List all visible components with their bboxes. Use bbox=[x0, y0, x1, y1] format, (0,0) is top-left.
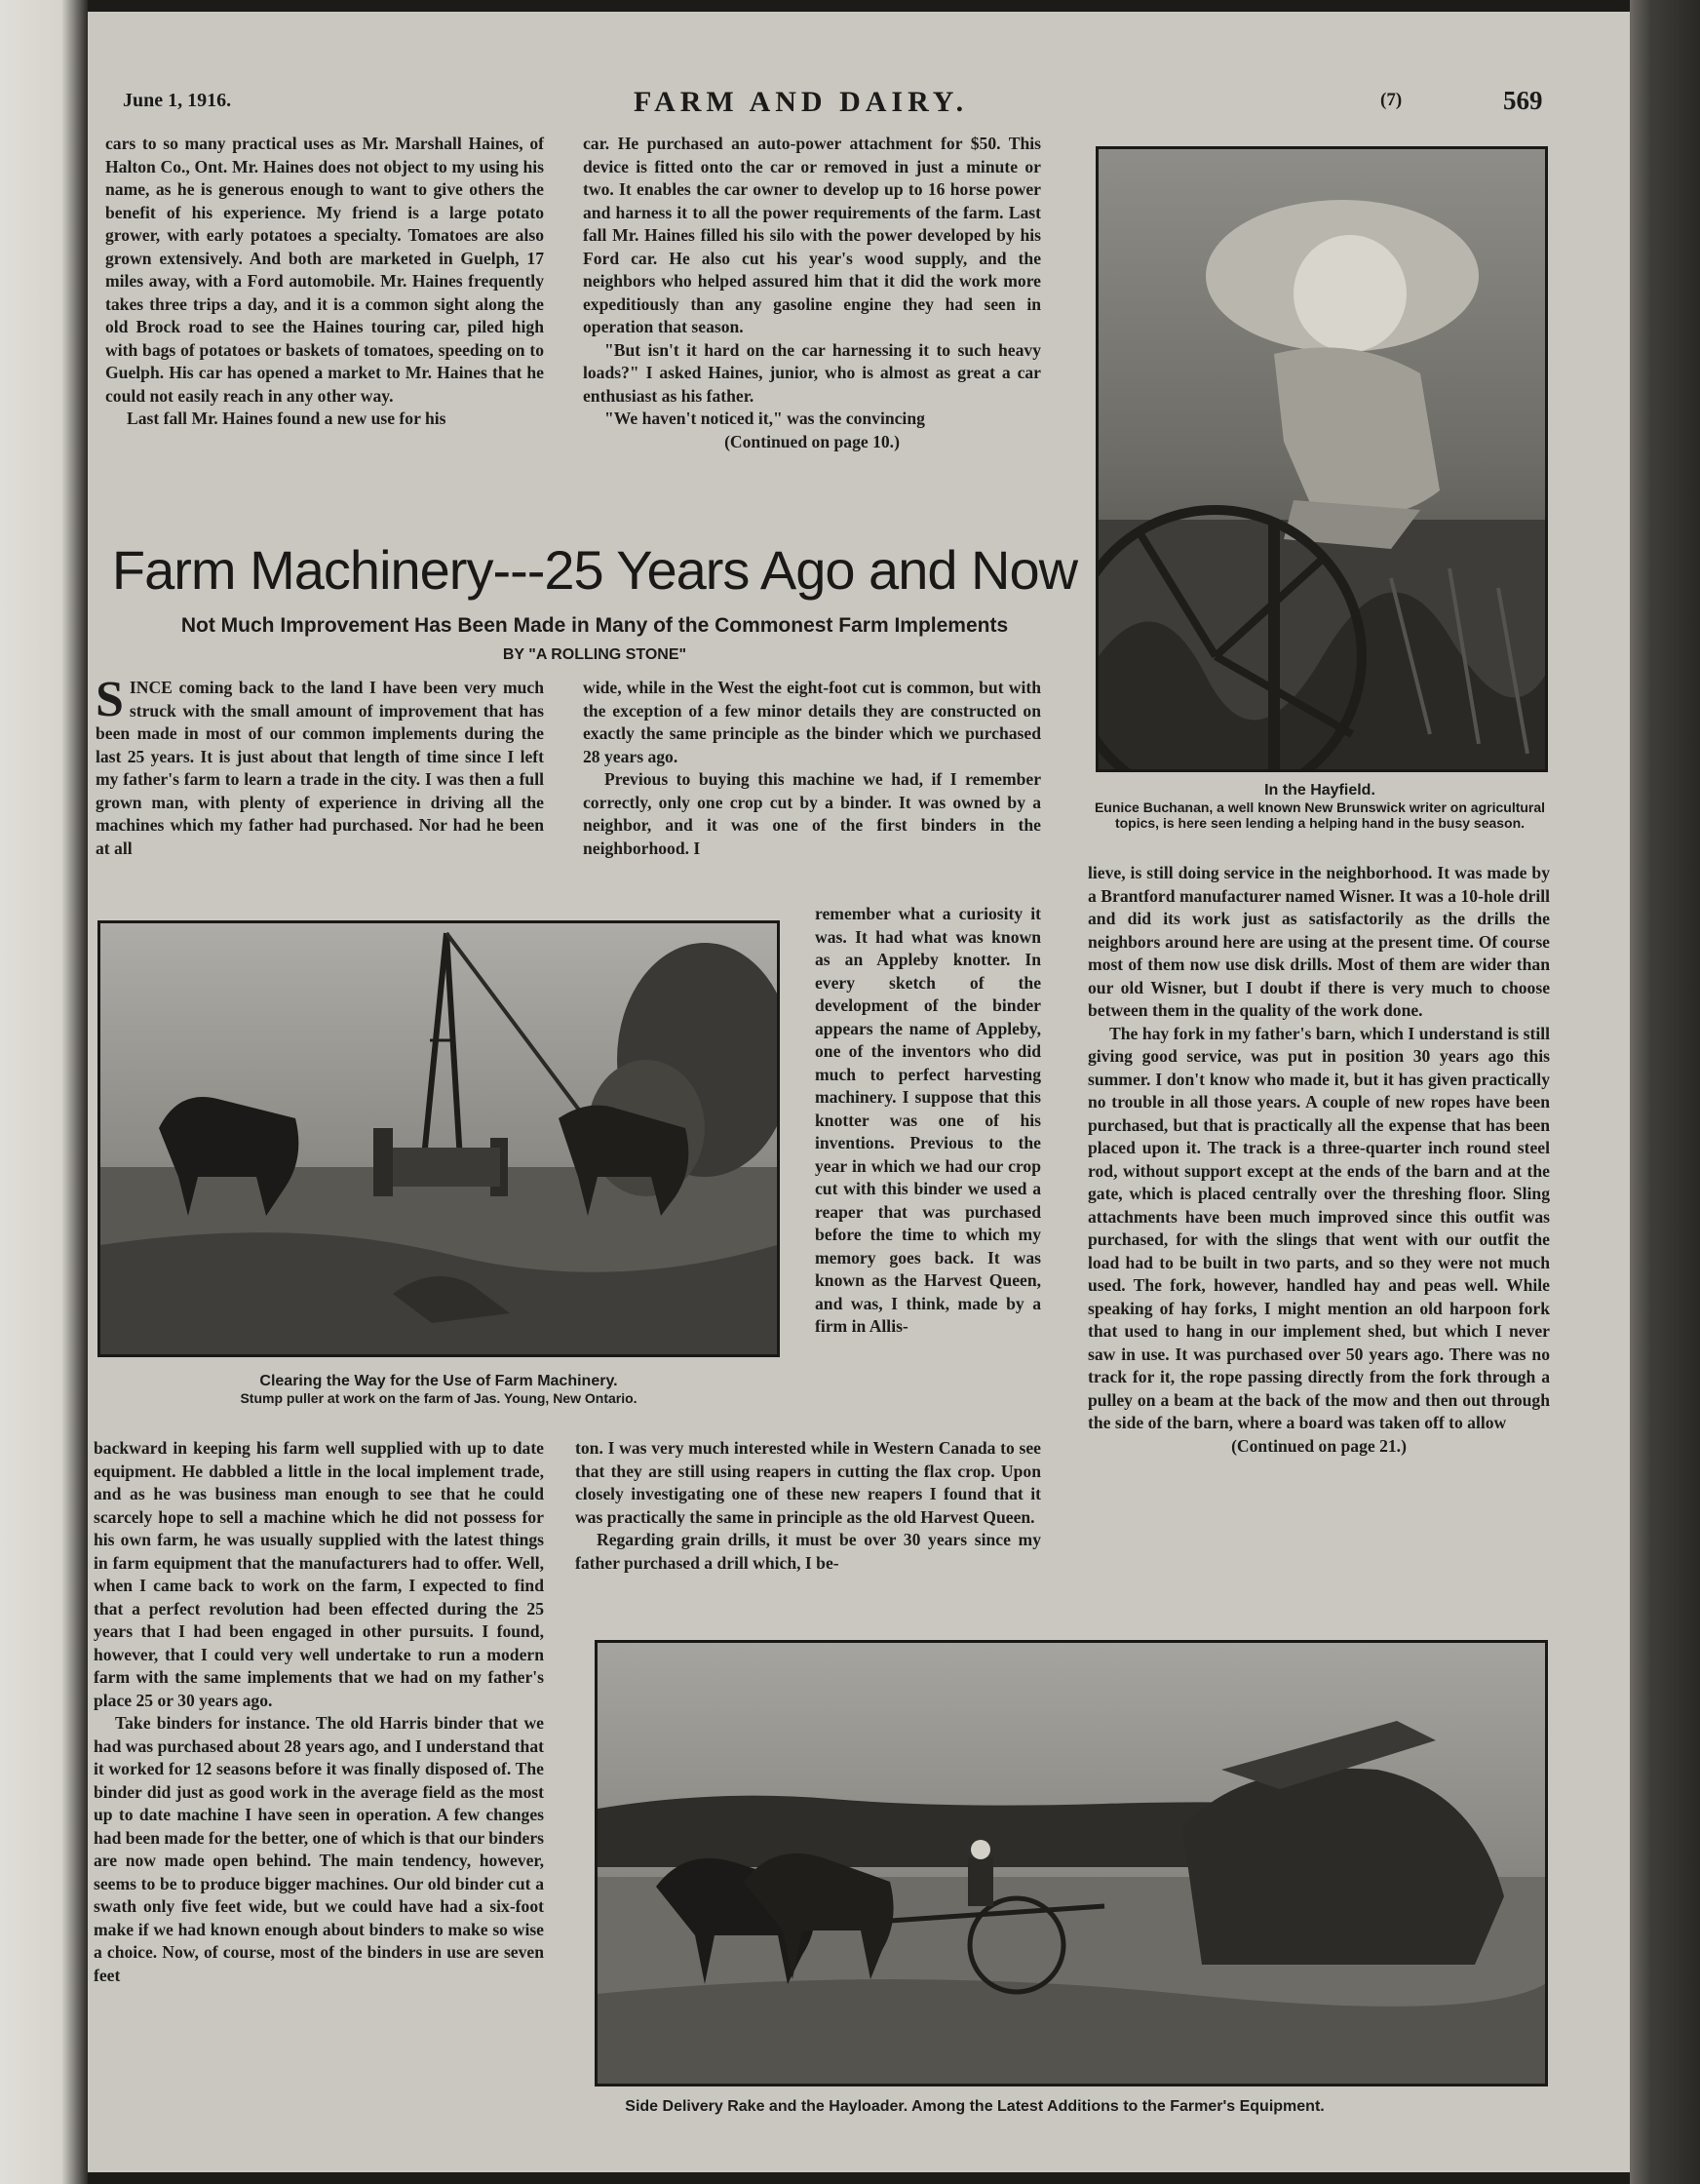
hayloader-caption bbox=[400, 2098, 1550, 2116]
hayfield-caption-text: Eunice Buchanan, a well known New Brunswick writer on agricultural topics, is here seen lending a helping hand in the busy season. bbox=[1094, 800, 1546, 831]
paragraph bbox=[96, 672, 544, 860]
stump-puller-caption-text: Stump puller at work on the farm of Jas. Young, New Ontario. bbox=[240, 1390, 638, 1406]
hayloader-photo bbox=[595, 1640, 1548, 2086]
paragraph: cars to so many practical uses as Mr. Marshall Haines, of Halton Co., Ont. Mr. Haines does not object to my using his name, as he is generous enough to want to give others the benefit of his experience. My friend is a large potato grower, with early potatoes a specialty. Tomatoes are also grown extensively. And both are marketed in Guelph, 17 miles away, with a Ford automobile. Mr. Haines frequently takes three trips a day, and it is a common sight along the old Brock road to see the Haines touring car, piled high with bags of potatoes or baskets of tomatoes, speeding on to Guelph. His car has opened a market to Mr. Haines that he could not easily reach in any other way. bbox=[105, 134, 544, 406]
stump-puller-photo bbox=[97, 920, 780, 1357]
header-title: FARM AND DAIRY. bbox=[634, 86, 969, 118]
hayfield-caption-title: In the Hayfield. bbox=[1264, 782, 1375, 799]
article-subheadline: Not Much Improvement Has Been Made in Many of the Commonest Farm Implements bbox=[180, 614, 1009, 637]
continued-notice: (Continued on page 21.) bbox=[1231, 1435, 1407, 1456]
header-issue-mark: (7) bbox=[1380, 90, 1403, 110]
paragraph: lieve, is still doing service in the neighborhood. It was made by a Brantford manufacturer named Wisner. It was a 10-hole drill and did its work just as satisfactorily as the drills the neighbors around here are using at the present time. Of course most of them now use disk drills. Most of them are wider than our old Wisner, but I doubt if there is very much to choose between them in the quality of the work done. bbox=[1088, 863, 1550, 1020]
paragraph: "We haven't noticed it," was the convincing bbox=[604, 409, 925, 428]
paragraph: ton. I was very much interested while in Western Canada to see that they are still using reapers in cutting the flax crop. Upon closely investigating one of these new reapers I found that it was practically the same in principle as the old Harvest Queen. bbox=[575, 1438, 1041, 1527]
paragraph: Last fall Mr. Haines found a new use for his bbox=[127, 409, 446, 428]
article-column-3 bbox=[1088, 862, 1550, 1458]
article-column-2-bottom bbox=[575, 1437, 1041, 1575]
article-byline: BY "A ROLLING STONE" bbox=[502, 646, 687, 663]
stump-puller-caption-title: Clearing the Way for the Use of Farm Machinery. bbox=[259, 1373, 618, 1389]
adjacent-page-edge bbox=[0, 0, 88, 2184]
paragraph: The hay fork in my father's barn, which I understand is still giving good service, was put in position 30 years ago this summer. I don't know who made it, but it has given practically no trouble in all those years. A couple of new ropes have been purchased, but that is practically all the expense that has been placed upon it. The track is a three-quarter inch round steel rod, without support except at the ends of the barn and at the gate, which is placed centrally over the threshing floor. Sling attachments have been much improved since this outfit was purchased, for with the slings that went with our outfit the load had to be built in two parts, and so they were not much used. The fork, however, handled hay and peas well. While speaking of hay forks, I might mention an old harpoon fork that used to hang in our implement shed, but which I never saw in use. It was purchased over 50 years ago. There was no track for it, the rope passing directly from the fork through a pulley on a beam at the back of the mow and then out through the side of the barn, where a board was taken off to allow bbox=[1088, 1023, 1550, 1432]
article-column-1-bottom bbox=[94, 1437, 544, 1987]
article-headline: Farm Machinery---25 Years Ago and Now bbox=[111, 539, 1078, 601]
book-spine-edge bbox=[1630, 0, 1700, 2184]
article-column-1-top bbox=[96, 672, 544, 860]
paragraph: Regarding grain drills, it must be over 30 years since my father purchased a drill which, I be- bbox=[575, 1530, 1041, 1573]
article-narrow-column bbox=[815, 903, 1041, 1339]
paragraph: "But isn't it hard on the car harnessing it to such heavy loads?" I asked Haines, junior, who is almost as great a car enthusiast as his father. bbox=[583, 339, 1041, 406]
paragraph-text: INCE coming back to the land I have been very much struck with the small amount of improvement that has been made in most of our common implements during the last 25 years. It is just about that length of time since I left my father's farm to learn a trade in the city. I was then a full grown man, with plenty of experience in driving all the machines which my father had purchased. Nor had he been at all bbox=[96, 678, 544, 858]
stump-puller-photo-image bbox=[100, 923, 777, 1354]
continued-notice: (Continued on page 10.) bbox=[724, 431, 900, 451]
top-column-2 bbox=[583, 133, 1041, 453]
paragraph: car. He purchased an auto-power attachment for $50. This device is fitted onto the car or removed in just a minute or two. It enables the car owner to develop up to 16 horse power and harness it to all the power requirements of the farm. Last fall Mr. Haines filled his silo with the power developed by his Ford car. He also cut his year's wood supply, and the neighbors who helped assured him that it did the work more expeditiously than any gasoline engine they had seen in operation that season. bbox=[583, 134, 1041, 336]
paragraph: remember what a curiosity it was. It had what was known as an Appleby knotter. In every sketch of the development of the binder appears the name of Appleby, one of the inventors who did much to perfect harvesting machinery. I suppose that this knotter was one of his inventions. Previous to the year in which we had our crop cut with this binder we used a reaper that was purchased before the time to which my memory goes back. It was known as the Harvest Queen, and was, I think, made by a firm in Allis- bbox=[815, 904, 1041, 1336]
paragraph: wide, while in the West the eight-foot cut is common, but with the exception of a few minor details they are constructed on exactly the same principle as the binder which we purchased 28 years ago. bbox=[583, 678, 1041, 766]
hayfield-photo bbox=[1096, 146, 1548, 772]
hayloader-photo-image bbox=[598, 1643, 1545, 2084]
top-column-1 bbox=[105, 133, 544, 431]
paragraph: backward in keeping his farm well supplied with up to date equipment. He dabbled a little in the local implement trade, and as he was business man enough to see that he could scarcely hope to sell a machine which he did not possess for his own farm, he was usually supplied with the latest things in farm equipment that the manufacturers had to offer. Well, when I came back to work on the farm, I expected to find that a perfect revolution had been effected during the 25 years that I had been engaged in other pursuits. I found, however, that I could very well undertake to run a modern farm with the same implements that we had on my father's place 25 or 30 years ago. bbox=[94, 1438, 544, 1710]
drop-cap: S bbox=[96, 672, 124, 727]
header-date: June 1, 1916. bbox=[123, 90, 232, 111]
header-page-number: 569 bbox=[1503, 86, 1543, 115]
article-column-2-top bbox=[583, 677, 1041, 860]
hayfield-caption bbox=[1082, 782, 1558, 831]
hayfield-photo-image bbox=[1099, 149, 1545, 769]
paragraph: Previous to buying this machine we had, if I remember correctly, only one crop cut by a binder. It was owned by a neighbor, and it was one of the first binders in the neighborhood. I bbox=[583, 769, 1041, 858]
stump-puller-caption bbox=[97, 1373, 780, 1406]
newspaper-page bbox=[88, 12, 1630, 2172]
paragraph: Take binders for instance. The old Harris binder that we had was purchased about 28 years ago, and I understand that it worked for 12 seasons before it was finally disposed of. The binder did just as good work in the average field as the most up to date machine I have seen in operation. A few changes had been made for the better, one of which is that our binders are now made open behind. The main tendency, however, seems to be to produce bigger machines. Our old binder cut a swath only five feet wide, but we could have had a six-foot make if we had known enough about binders to make so wise a choice. Now, of course, most of the binders in use are seven feet bbox=[94, 1713, 544, 1985]
hayloader-caption-text: Side Delivery Rake and the Hayloader. Among the Latest Additions to the Farmer's Equipment. bbox=[625, 2098, 1325, 2115]
